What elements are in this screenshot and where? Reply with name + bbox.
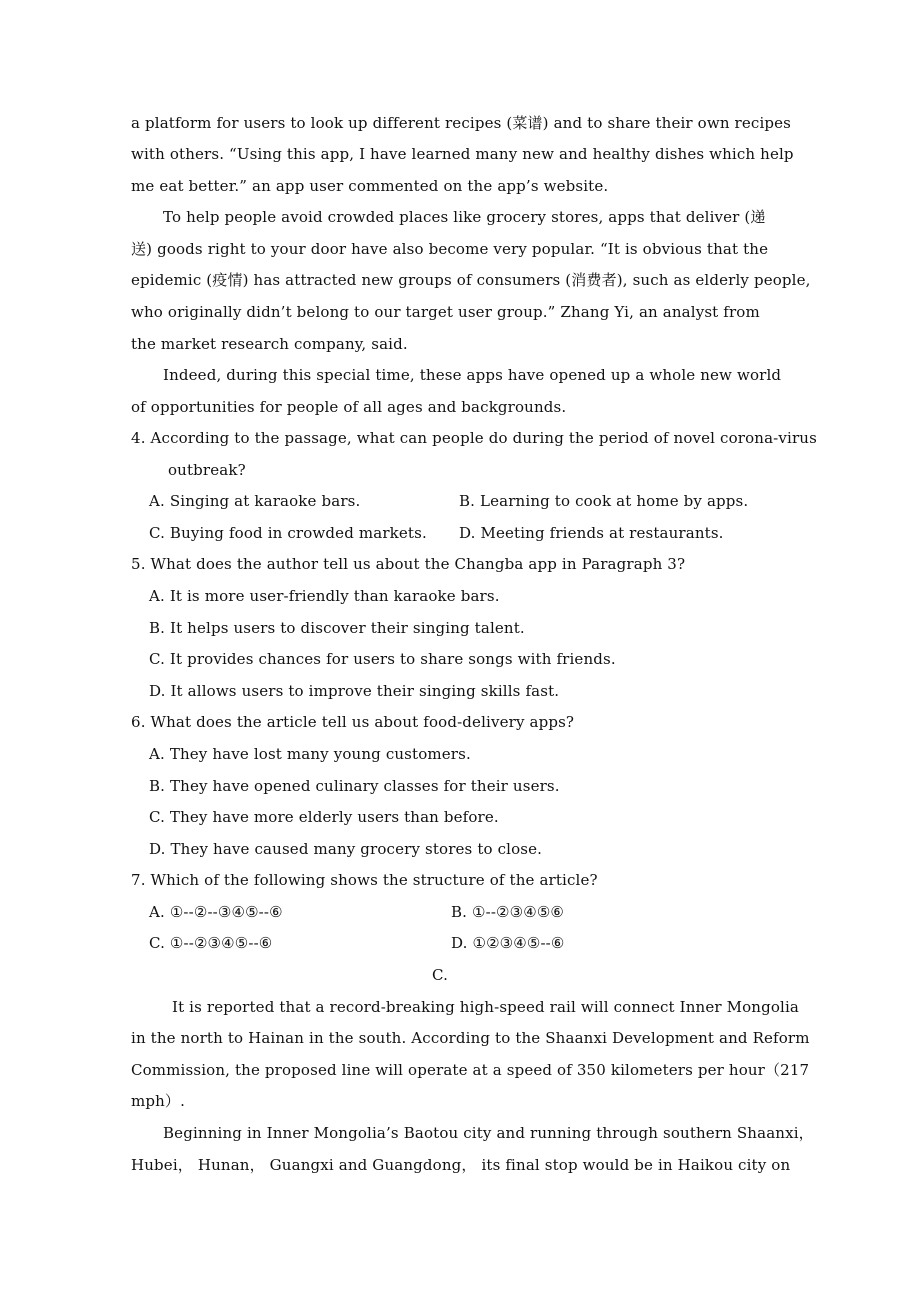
option-c: C. It provides chances for users to share songs with friends.	[149, 650, 616, 668]
option-a: A. Singing at karaoke bars.	[149, 492, 361, 510]
option-d: D. They have caused many grocery stores to close.	[149, 840, 543, 858]
text-line: a platform for users to look up different recipes (菜谱) and to share their own recipes	[131, 114, 792, 132]
text-line: with others. “Using this app, I have learned many new and healthy dishes which help	[131, 145, 794, 163]
text-line: Indeed, during this special time, these apps have opened up a whole new world	[163, 366, 782, 384]
option-c: C. Buying food in crowded markets.	[149, 524, 427, 542]
text-line: who originally didn’t belong to our target user group.” Zhang Yi, an analyst from	[131, 303, 760, 321]
option-c: C. ①--②③④⑤--⑥	[149, 934, 273, 952]
text-line: epidemic (疫情) has attracted new groups of consumers (消费者), such as elderly people,	[131, 271, 811, 289]
text-line: Commission, the proposed line will operate at a speed of 350 kilometers per hour（217	[131, 1061, 810, 1079]
text-line: Beginning in Inner Mongolia’s Baotou city and running through southern Shaanxi，	[163, 1124, 814, 1142]
text-line: in the north to Hainan in the south. According to the Shaanxi Development and Reform	[131, 1029, 810, 1047]
question-stem: 7. Which of the following shows the structure of the article?	[131, 871, 598, 889]
option-b: B. Learning to cook at home by apps.	[459, 492, 749, 510]
text-line: It is reported that a record-breaking high-speed rail will connect Inner Mongolia	[172, 998, 800, 1016]
question-stem: 5. What does the author tell us about the Changba app in Paragraph 3?	[131, 555, 686, 573]
section-heading: C.	[431, 966, 448, 984]
option-c: C. They have more elderly users than before.	[149, 808, 499, 826]
option-d: D. ①②③④⑤--⑥	[451, 934, 565, 952]
text-line: the market research company, said.	[131, 335, 408, 353]
option-d: D. Meeting friends at restaurants.	[459, 524, 724, 542]
text-line: 送) goods right to your door have also become very popular. “It is obvious that the	[131, 240, 769, 258]
text-line: me eat better.” an app user commented on the app’s website.	[131, 177, 609, 195]
option-a: A. It is more user-friendly than karaoke bars.	[149, 587, 500, 605]
option-a: A. They have lost many young customers.	[149, 745, 471, 763]
text-line: To help people avoid crowded places like grocery stores, apps that deliver (递	[163, 208, 766, 226]
option-d: D. It allows users to improve their singing skills fast.	[149, 682, 560, 700]
question-stem: 4. According to the passage, what can people do during the period of novel corona-virus	[131, 429, 817, 447]
text-line: of opportunities for people of all ages and backgrounds.	[131, 398, 567, 416]
option-a: A. ①--②--③④⑤--⑥	[149, 903, 283, 921]
text-line: mph）.	[131, 1092, 186, 1110]
question-stem: 6. What does the article tell us about food-delivery apps?	[131, 713, 575, 731]
option-b: B. They have opened culinary classes for their users.	[149, 777, 560, 795]
text-line: Hubei， Hunan， Guangxi and Guangdong， its final stop would be in Haikou city on	[131, 1156, 791, 1174]
question-stem: outbreak?	[168, 461, 246, 479]
option-b: B. It helps users to discover their singing talent.	[149, 619, 525, 637]
option-b: B. ①--②③④⑤⑥	[451, 903, 565, 921]
